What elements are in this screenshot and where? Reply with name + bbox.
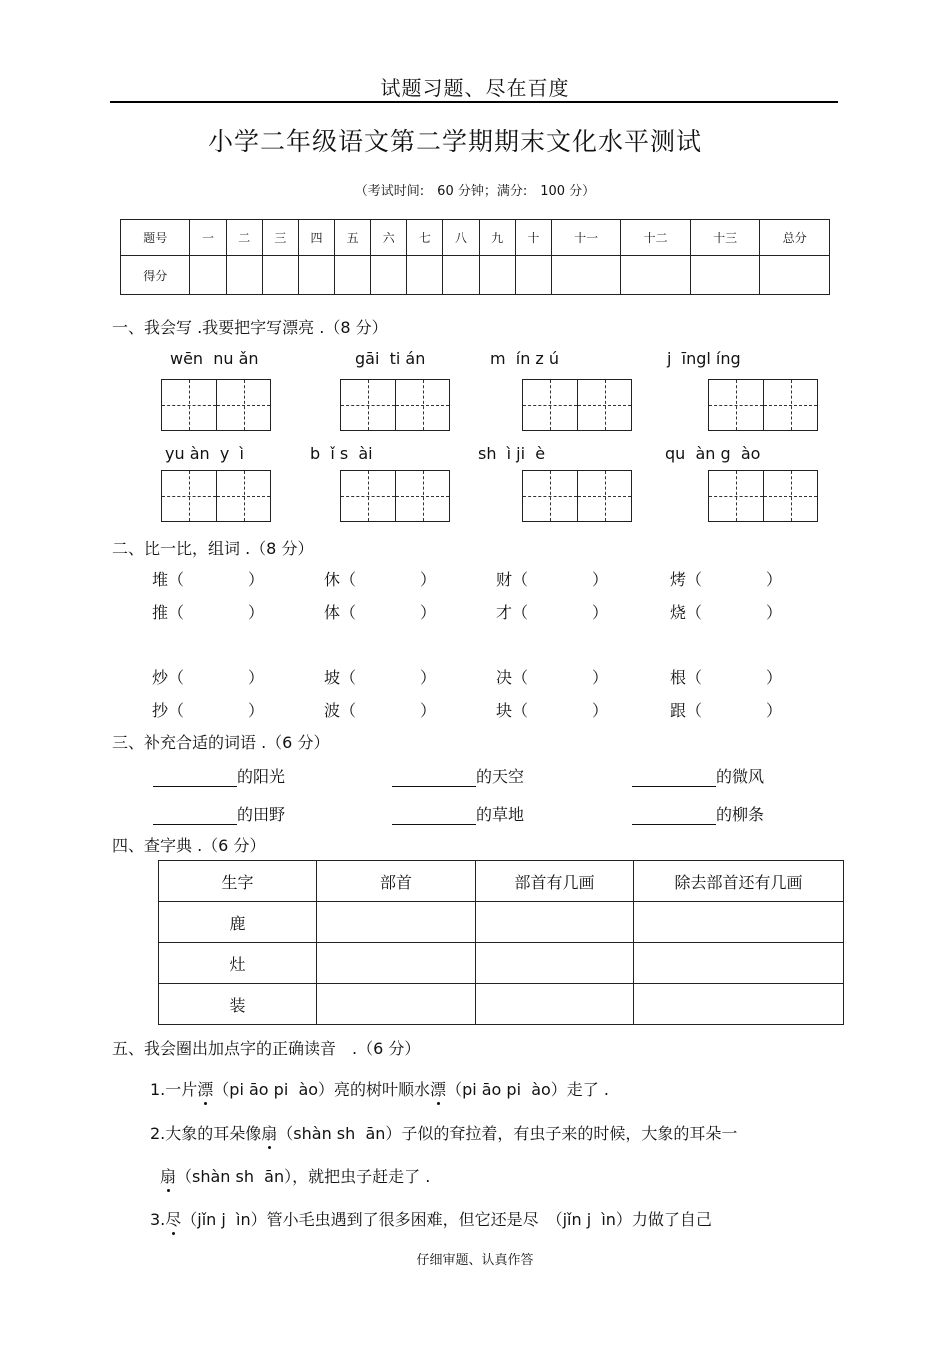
pinyin-label: m ín z ú	[490, 349, 560, 368]
score-cell[interactable]	[407, 256, 443, 295]
writing-grid[interactable]	[340, 470, 450, 522]
question-text: （shàn sh ān），就把虫子赶走了 .	[176, 1167, 431, 1186]
answer-cell[interactable]	[317, 984, 476, 1025]
answer-cell[interactable]	[476, 943, 634, 984]
score-table-header-row	[121, 220, 830, 256]
blank-line[interactable]	[392, 768, 476, 787]
grid-cell[interactable]	[341, 471, 395, 521]
fill-blank-item[interactable]	[153, 802, 285, 825]
grid-cell[interactable]	[709, 471, 763, 521]
score-header-cell: 四	[298, 220, 334, 256]
pinyin-label: gāi ti án	[355, 349, 426, 368]
dictionary-char-cell: 鹿	[159, 902, 317, 943]
answer-cell[interactable]	[634, 943, 844, 984]
score-table-score-row	[121, 256, 830, 295]
blank-line[interactable]	[392, 806, 476, 825]
exam-info: （考试时间: 60 分钟；满分: 100 分）	[354, 184, 596, 199]
fill-blank-item[interactable]	[392, 764, 524, 787]
question-line	[150, 1077, 609, 1100]
word-compare-item[interactable]: 财（ ）	[496, 570, 609, 589]
score-cell[interactable]	[298, 256, 334, 295]
writing-grid[interactable]	[161, 470, 271, 522]
score-header-cell: 三	[262, 220, 298, 256]
fill-suffix: 的天空	[476, 767, 525, 786]
score-cell[interactable]	[690, 256, 759, 295]
score-header-cell: 总分	[760, 220, 830, 256]
pinyin-label: j īngl íng	[667, 349, 741, 368]
dictionary-header-cell: 除去部首还有几画	[634, 861, 844, 902]
section1-heading: 一、我会写 .我要把字写漂亮 .（8 分）	[112, 318, 388, 337]
dictionary-row	[159, 902, 844, 943]
writing-grid[interactable]	[340, 379, 450, 431]
grid-cell[interactable]	[763, 380, 817, 430]
grid-cell[interactable]	[523, 471, 577, 521]
section5-heading: 五、我会圈出加点字的正确读音 .（6 分）	[112, 1039, 421, 1058]
score-cell[interactable]	[335, 256, 371, 295]
question-text: 1.一片	[150, 1080, 198, 1099]
word-compare-item[interactable]: 波（ ）	[324, 701, 437, 720]
word-compare-item[interactable]: 坡（ ）	[324, 668, 437, 687]
grid-cell[interactable]	[216, 471, 270, 521]
writing-grid[interactable]	[708, 379, 818, 431]
question-text: 3.	[150, 1210, 166, 1229]
dictionary-row	[159, 943, 844, 984]
grid-cell[interactable]	[216, 380, 270, 430]
grid-cell[interactable]	[577, 380, 631, 430]
fill-suffix: 的田野	[237, 805, 286, 824]
score-header-cell: 十二	[621, 220, 690, 256]
page-footer: 仔细审题、认真作答	[416, 1253, 534, 1268]
page-title: 小学二年级语文第二学期期末文化水平测试	[207, 127, 702, 156]
question-text: （pi āo pi ào）走了 .	[446, 1080, 609, 1099]
score-header-cell: 题号	[121, 220, 190, 256]
score-cell[interactable]	[226, 256, 262, 295]
fill-suffix: 的阳光	[237, 767, 286, 786]
grid-cell[interactable]	[395, 471, 449, 521]
word-compare-item[interactable]: 决（ ）	[496, 668, 609, 687]
dotted-char[interactable]: 尽	[165, 1210, 182, 1229]
word-compare-item[interactable]: 根（ ）	[670, 668, 783, 687]
score-header-cell: 六	[371, 220, 407, 256]
word-compare-item[interactable]: 体（ ）	[324, 603, 437, 622]
dictionary-header-cell: 部首有几画	[476, 861, 634, 902]
question-text: 2.大象的耳朵像	[150, 1124, 262, 1143]
dictionary-char-cell: 灶	[159, 943, 317, 984]
word-compare-item[interactable]: 才（ ）	[496, 603, 609, 622]
dictionary-row	[159, 984, 844, 1025]
score-cell[interactable]	[262, 256, 298, 295]
pinyin-label: b ǐ s ài	[310, 444, 373, 463]
score-table	[120, 219, 830, 295]
word-compare-item[interactable]: 休（ ）	[324, 570, 437, 589]
writing-grid[interactable]	[161, 379, 271, 431]
fill-suffix: 的草地	[476, 805, 525, 824]
answer-cell[interactable]	[317, 902, 476, 943]
answer-cell[interactable]	[476, 902, 634, 943]
section3-heading: 三、补充合适的词语 .（6 分）	[112, 733, 330, 752]
dotted-char[interactable]: 扇	[261, 1124, 278, 1143]
writing-grid[interactable]	[522, 470, 632, 522]
blank-line[interactable]	[153, 768, 237, 787]
word-compare-item[interactable]: 抄（ ）	[152, 701, 265, 720]
dotted-char[interactable]: 漂	[197, 1080, 214, 1099]
blank-line[interactable]	[153, 806, 237, 825]
pinyin-label: sh ì ji è	[478, 444, 546, 463]
writing-grid[interactable]	[522, 379, 632, 431]
dictionary-header-row	[159, 861, 844, 902]
answer-cell[interactable]	[634, 984, 844, 1025]
word-compare-item[interactable]: 炒（ ）	[152, 668, 265, 687]
question-text: （pi āo pi ào）亮的树叶顺水	[213, 1080, 431, 1099]
pinyin-label: wēn nu ǎn	[170, 349, 259, 368]
dotted-char[interactable]: 扇	[160, 1167, 177, 1186]
grid-cell[interactable]	[709, 380, 763, 430]
question-text: （jǐn j ìn）力做了自己	[554, 1210, 712, 1229]
word-compare-item[interactable]: 烧（ ）	[670, 603, 783, 622]
answer-cell[interactable]	[476, 984, 634, 1025]
score-cell[interactable]	[621, 256, 690, 295]
score-cell[interactable]	[515, 256, 551, 295]
fill-blank-item[interactable]	[632, 764, 764, 787]
word-compare-item[interactable]: 烤（ ）	[670, 570, 783, 589]
question-line	[150, 1121, 737, 1144]
pinyin-label: qu àn g ào	[665, 444, 761, 463]
score-header-cell: 九	[479, 220, 515, 256]
score-cell[interactable]	[479, 256, 515, 295]
score-cell[interactable]	[551, 256, 620, 295]
dictionary-header-cell: 生字	[159, 861, 317, 902]
word-compare-item[interactable]: 堆（ ）	[152, 570, 265, 589]
fill-suffix: 的柳条	[716, 805, 765, 824]
section4-heading: 四、查字典 .（6 分）	[112, 836, 266, 855]
blank-line[interactable]	[632, 806, 716, 825]
score-header-cell: 十一	[551, 220, 620, 256]
word-compare-item[interactable]: 推（ ）	[152, 603, 265, 622]
question-text: （jǐn j ìn）管小毛虫遇到了很多困难，但它还是尽	[181, 1210, 555, 1229]
dictionary-table	[158, 860, 844, 1025]
score-header-cell: 七	[407, 220, 443, 256]
pinyin-label: yu àn y ì	[165, 444, 244, 463]
header-divider	[110, 101, 838, 103]
fill-blank-item[interactable]	[632, 802, 764, 825]
answer-cell[interactable]	[317, 943, 476, 984]
score-cell[interactable]	[760, 256, 830, 295]
score-header-cell: 一	[190, 220, 226, 256]
grid-cell[interactable]	[341, 380, 395, 430]
grid-cell[interactable]	[395, 380, 449, 430]
score-cell[interactable]	[371, 256, 407, 295]
grid-cell[interactable]	[162, 471, 216, 521]
writing-grid[interactable]	[708, 470, 818, 522]
answer-cell[interactable]	[634, 902, 844, 943]
score-header-cell: 二	[226, 220, 262, 256]
score-row-label: 得分	[121, 256, 190, 295]
fill-suffix: 的微风	[716, 767, 765, 786]
dotted-char[interactable]: 漂	[430, 1080, 447, 1099]
blank-line[interactable]	[632, 768, 716, 787]
word-compare-item[interactable]: 块（ ）	[496, 701, 609, 720]
dictionary-header-cell: 部首	[317, 861, 476, 902]
question-line	[160, 1164, 430, 1187]
grid-cell[interactable]	[523, 380, 577, 430]
word-compare-item[interactable]: 跟（ ）	[670, 701, 783, 720]
grid-cell[interactable]	[763, 471, 817, 521]
dictionary-char-cell: 装	[159, 984, 317, 1025]
score-header-cell: 五	[335, 220, 371, 256]
fill-blank-item[interactable]	[153, 764, 285, 787]
page-header: 试题习题、尽在百度	[380, 76, 570, 100]
fill-blank-item[interactable]	[392, 802, 524, 825]
score-header-cell: 十	[515, 220, 551, 256]
grid-cell[interactable]	[577, 471, 631, 521]
score-header-cell: 八	[443, 220, 479, 256]
score-cell[interactable]	[443, 256, 479, 295]
grid-cell[interactable]	[162, 380, 216, 430]
question-line	[150, 1207, 712, 1230]
section2-heading: 二、比一比，组词 .（8 分）	[112, 539, 314, 558]
question-text: （shàn sh ān）子似的耷拉着，有虫子来的时候，大象的耳朵一	[277, 1124, 738, 1143]
score-cell[interactable]	[190, 256, 226, 295]
score-header-cell: 十三	[690, 220, 759, 256]
